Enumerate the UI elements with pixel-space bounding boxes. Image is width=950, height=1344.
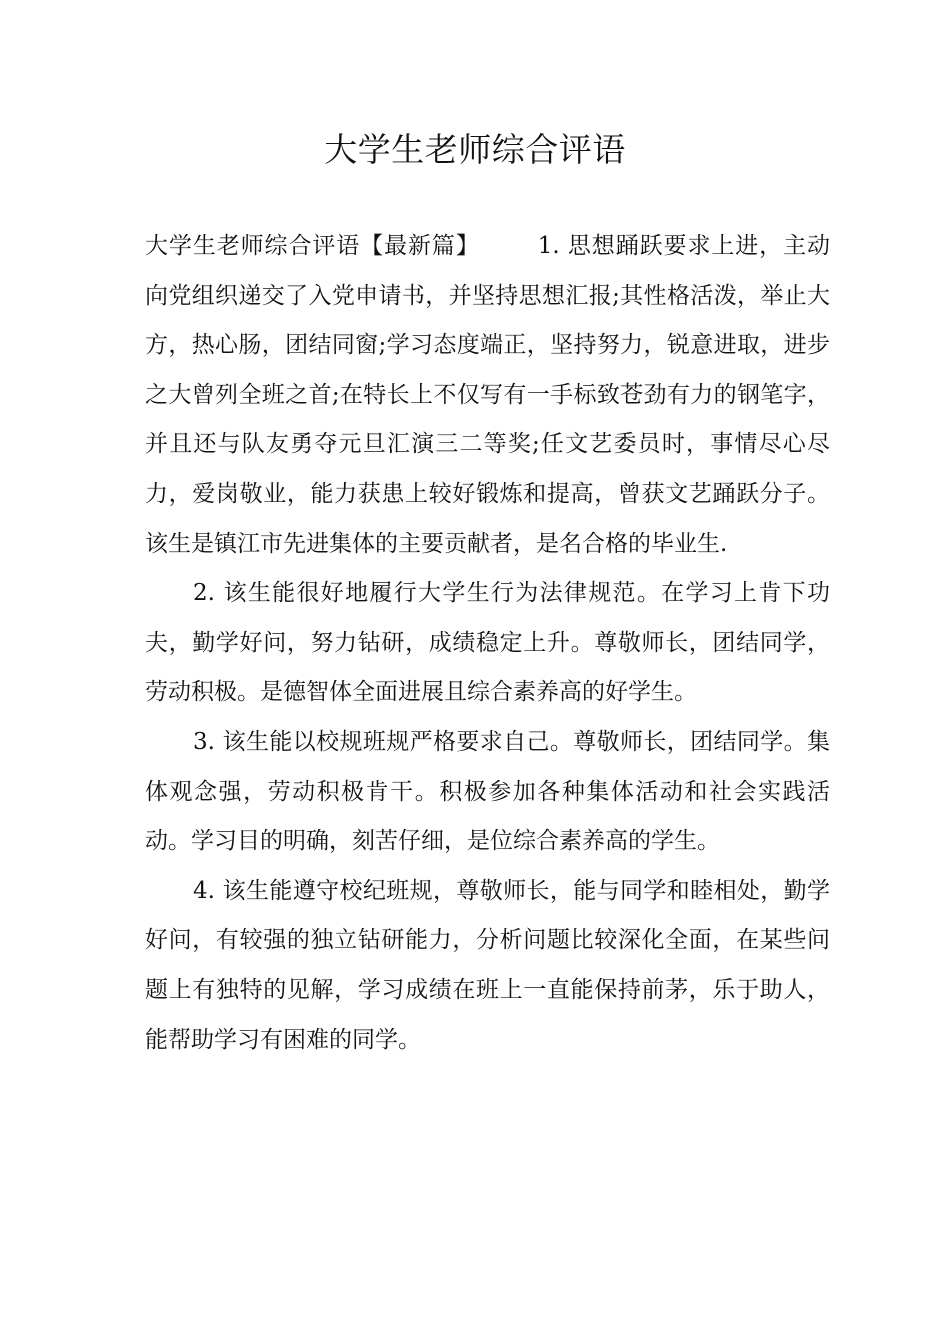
document-body <box>145 222 830 1065</box>
lead-heading: 大学生老师综合评语【最新篇】 <box>145 233 480 259</box>
paragraph-1: 1. 思想踊跃要求上进，主动向党组织递交了入党申请书，并坚持思想汇报;其性格活泼，举止大方，热心肠，团结同窗;学习态度端正，坚持努力，锐意进取，进步之大曾列全班之首;在特长上不仅写有一手标致苍劲有力的钢笔字，并且还与队友勇夺元旦汇演三二等奖;任文艺委员时，事情尽心尽力，爱岗敬业，能力获患上较好锻炼和提高，曾获文艺踊跃分子。该生是镇江市先进集体的主要贡献者，是名合格的毕业生. <box>145 233 830 557</box>
document-title: 大学生老师综合评语 <box>324 130 626 169</box>
paragraph-4: 4. 该生能遵守校纪班规，尊敬师长，能与同学和睦相处，勤学好问，有较强的独立钻研能力，分析问题比较深化全面，在某些问题上有独特的见解，学习成绩在班上一直能保持前茅，乐于助人，能帮助学习有困难的同学。 <box>145 877 830 1053</box>
lead-paragraph <box>145 222 830 569</box>
paragraph-2: 2. 该生能很好地履行大学生行为法律规范。在学习上肯下功夫，勤学好问，努力钻研，成绩稳定上升。尊敬师长，团结同学，劳动积极。是德智体全面进展且综合素养高的好学生。 <box>145 580 830 706</box>
paragraph-3: 3. 该生能以校规班规严格要求自己。尊敬师长，团结同学。集体观念强，劳动积极肯干。积极参加各种集体活动和社会实践活动。学习目的明确，刻苦仔细，是位综合素养高的学生。 <box>145 728 830 855</box>
